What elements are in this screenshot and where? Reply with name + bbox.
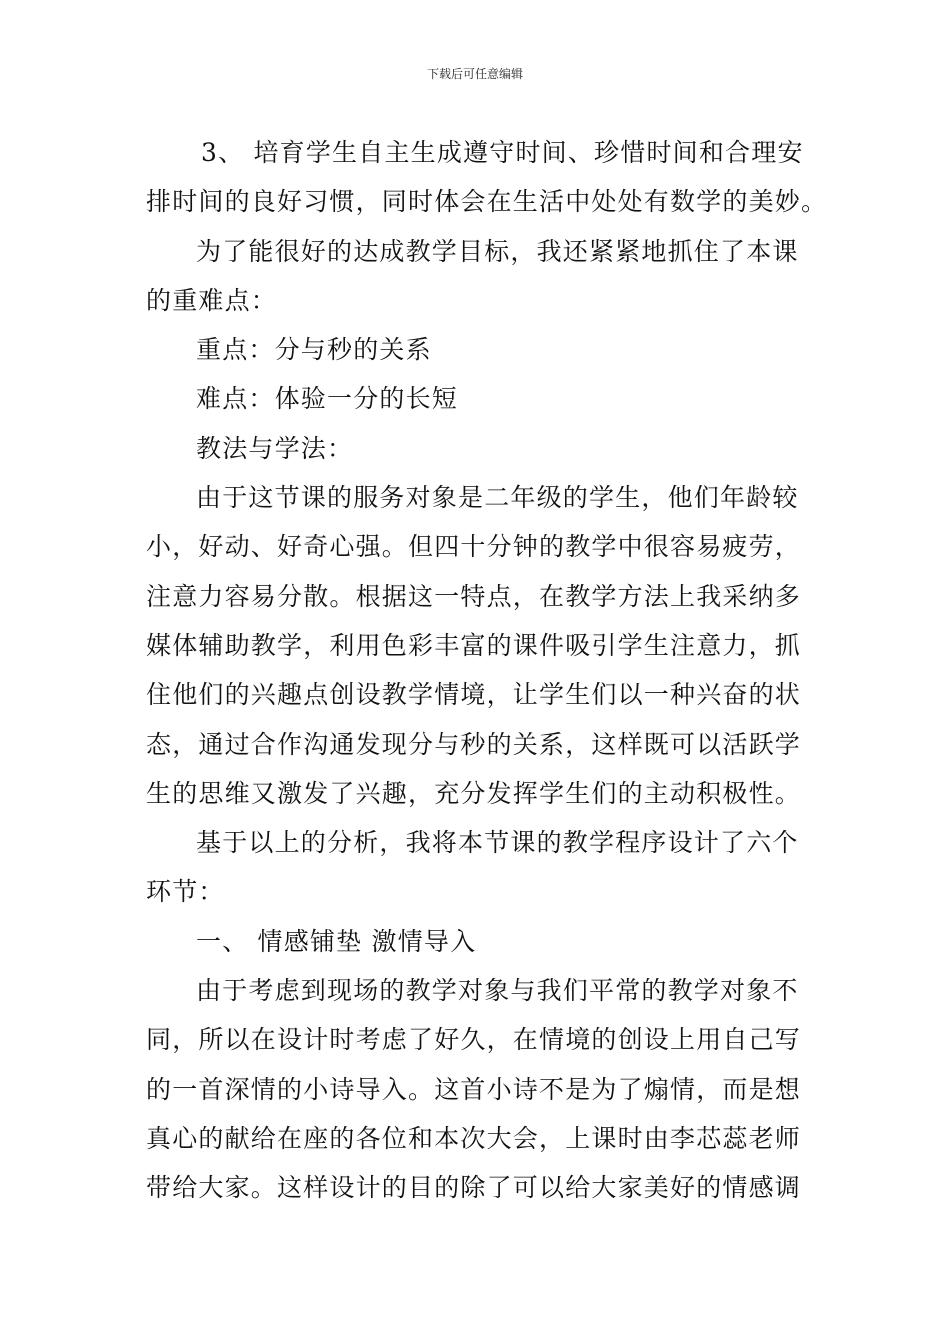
- text-line: 媒体辅助教学，利用色彩丰富的课件吸引学生注意力，抓: [146, 630, 802, 660]
- page-header: 下载后可任意编辑: [426, 67, 523, 81]
- text-line: 的一首深情的小诗导入。这首小诗不是为了煽情，而是想: [146, 1074, 802, 1104]
- section-heading: 一、 情感铺垫 激情导入: [196, 926, 477, 956]
- text-line: 住他们的兴趣点创设教学情境，让学生们以一种兴奋的状: [146, 680, 802, 710]
- text-line: 排时间的良好习惯，同时体会在生活中处处有数学的美妙。: [146, 187, 828, 217]
- text-line: 同，所以在设计时考虑了好久，在情境的创设上用自己写: [146, 1025, 802, 1055]
- text-line: 小，好动、好奇心强。但四十分钟的教学中很容易疲劳，: [146, 532, 802, 562]
- text-line: 真心的献给在座的各位和本次大会，上课时由李芯蕊老师: [146, 1123, 802, 1153]
- text-line: 难点：体验一分的长短: [196, 384, 459, 414]
- text-line: 注意力容易分散。根据这一特点，在教学方法上我采纳多: [146, 581, 802, 611]
- text-line: 重点：分与秒的关系: [196, 335, 432, 365]
- text-line: 基于以上的分析，我将本节课的教学程序设计了六个: [196, 828, 799, 858]
- text-line: 由于这节课的服务对象是二年级的学生，他们年龄较: [196, 483, 799, 513]
- section-heading: 教法与学法：: [196, 433, 354, 463]
- document-body: [146, 128, 828, 1213]
- text-line: 带给大家。这样设计的目的除了可以给大家美好的情感调: [146, 1173, 802, 1203]
- text-line: 的重难点：: [146, 285, 278, 315]
- text-line: 生的思维又激发了兴趣，充分发挥学生们的主动积极性。: [146, 778, 802, 808]
- text-line: 态，通过合作沟通发现分与秒的关系，这样既可以活跃学: [146, 729, 802, 759]
- text-line: 环节：: [146, 877, 225, 907]
- text-line: 由于考虑到现场的教学对象与我们平常的教学对象不: [196, 976, 799, 1006]
- text-line: 3、 培育学生自主生成遵守时间、珍惜时间和合理安: [201, 138, 804, 167]
- text-line: 为了能很好的达成教学目标，我还紧紧地抓住了本课: [196, 236, 799, 266]
